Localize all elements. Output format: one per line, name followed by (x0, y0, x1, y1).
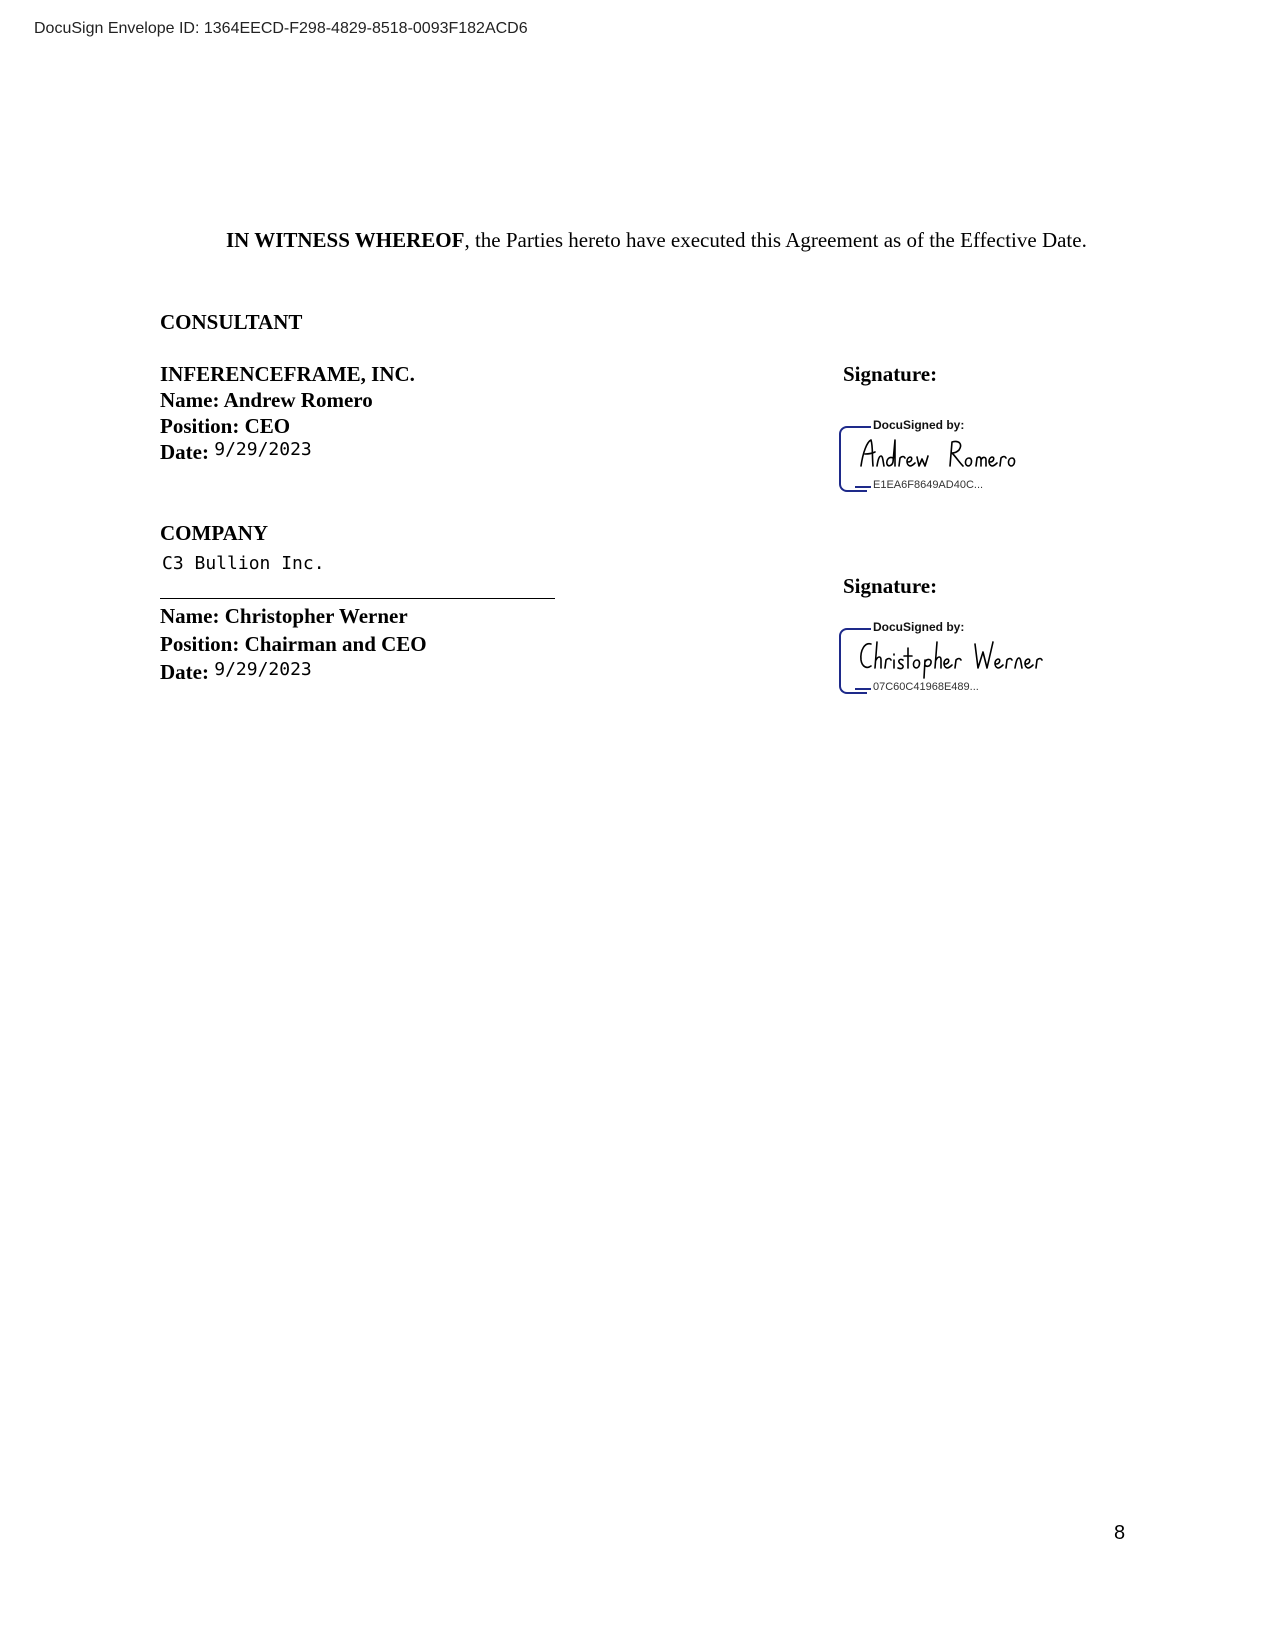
christopher-werner-signature-image (857, 634, 1067, 680)
consultant-company: INFERENCEFRAME, INC. (160, 362, 415, 386)
company-signer-name-label: Name: (160, 604, 225, 628)
andrew-romero-signature-image (857, 432, 1037, 478)
company-signature-label: Signature: (843, 574, 938, 598)
consultant-signature-label: Signature: (843, 362, 938, 386)
docusigned-by-label: DocuSigned by: (873, 418, 965, 432)
consultant-docusign-signature (839, 418, 1099, 496)
docusign-envelope-id: DocuSign Envelope ID: 1364EECD-F298-4829-8518-0093F182ACD6 (34, 20, 528, 37)
company-name-line (160, 603, 408, 629)
consultant-name-label: Name: (160, 388, 224, 412)
witness-text: , the Parties hereto have executed this Agreement as of the Effective Date. (464, 228, 1087, 252)
page-number: 8 (1114, 1522, 1126, 1544)
consultant-position: CEO (244, 414, 291, 438)
company-date: 9/29/2023 (214, 659, 312, 680)
consultant-date: 9/29/2023 (214, 439, 312, 460)
signature-hash: E1EA6F8649AD40C... (873, 479, 984, 491)
consultant-position-label: Position: (160, 414, 245, 438)
company-docusign-signature (839, 620, 1099, 698)
witness-clause (150, 227, 1126, 254)
company-position-label: Position: (160, 632, 245, 656)
consultant-position-line (160, 413, 290, 439)
consultant-date-line (160, 439, 312, 467)
company-signer-name: Christopher Werner (224, 604, 408, 628)
signature-hash: 07C60C41968E489... (873, 681, 979, 693)
company-date-label: Date: (160, 660, 209, 684)
consultant-heading: CONSULTANT (160, 310, 303, 334)
company-name: C3 Bullion Inc. (162, 553, 325, 574)
consultant-name: Andrew Romero (223, 388, 373, 412)
company-heading: COMPANY (160, 521, 269, 545)
docusigned-by-label: DocuSigned by: (873, 620, 965, 634)
consultant-date-label: Date: (160, 440, 209, 464)
consultant-name-line (160, 387, 373, 413)
witness-lead: IN WITNESS WHEREOF (226, 228, 465, 252)
company-position-line (160, 631, 427, 657)
company-position: Chairman and CEO (244, 632, 427, 656)
signature-line (160, 598, 555, 599)
company-date-line (160, 659, 312, 687)
